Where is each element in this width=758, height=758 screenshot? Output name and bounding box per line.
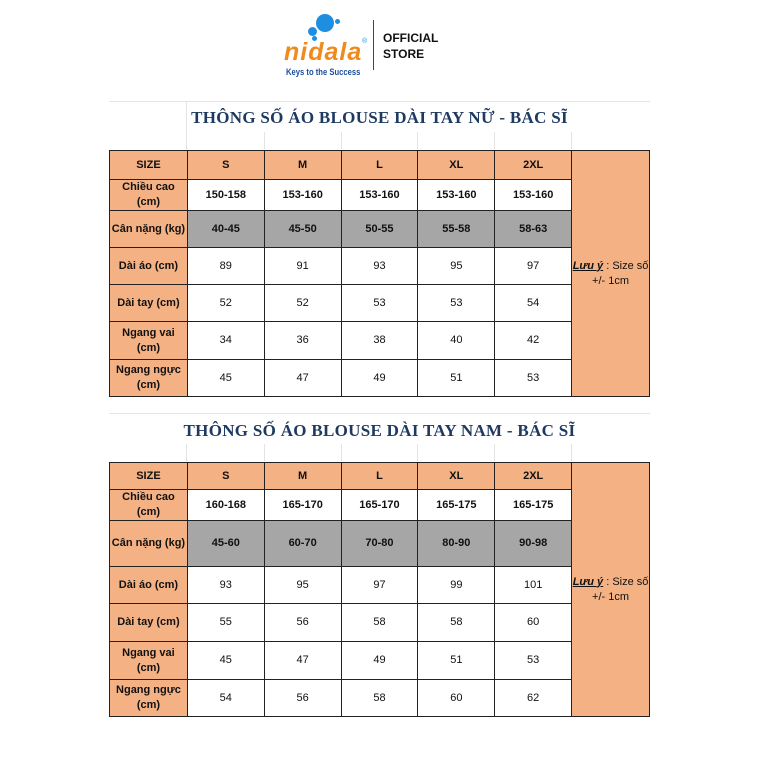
value-cell: 40 [418, 322, 495, 360]
row-label: Ngang vai (cm) [110, 642, 188, 680]
value-cell: 52 [264, 285, 341, 322]
value-cell: 97 [341, 567, 418, 604]
value-cell: 53 [418, 285, 495, 322]
value-cell: 47 [264, 642, 341, 680]
value-cell: 45-50 [264, 211, 341, 248]
size-sheet-male [109, 413, 650, 716]
row-label: Dài tay (cm) [110, 604, 188, 642]
note-text: : Size số +/- 1cm [592, 575, 649, 603]
value-cell: 165-170 [264, 490, 341, 521]
store-header [0, 12, 758, 77]
note-text: : Size số +/- 1cm [592, 259, 649, 287]
value-cell: 49 [341, 360, 418, 397]
value-cell: 45-60 [187, 521, 264, 567]
registered-mark: ® [362, 38, 368, 45]
value-cell: 56 [264, 604, 341, 642]
value-cell: 51 [418, 642, 495, 680]
value-cell: 60 [418, 680, 495, 717]
value-cell: 50-55 [341, 211, 418, 248]
row-label: Ngang ngực (cm) [110, 360, 188, 397]
header-cell: S [187, 151, 264, 180]
header-cell: 2XL [495, 463, 572, 490]
header-cell: S [187, 463, 264, 490]
official-store-label [383, 30, 438, 62]
value-cell: 97 [495, 248, 572, 285]
value-cell: 47 [264, 360, 341, 397]
header-cell: 2XL [495, 151, 572, 180]
value-cell: 53 [495, 360, 572, 397]
header-divider [373, 20, 374, 70]
value-cell: 153-160 [341, 180, 418, 211]
value-cell: 153-160 [495, 180, 572, 211]
row-label: Cân nặng (kg) [110, 521, 188, 567]
value-cell: 56 [264, 680, 341, 717]
value-cell: 153-160 [418, 180, 495, 211]
header-cell: L [341, 463, 418, 490]
value-cell: 51 [418, 360, 495, 397]
value-cell: 53 [495, 642, 572, 680]
value-cell: 55 [187, 604, 264, 642]
value-cell: 95 [418, 248, 495, 285]
row-label: Chiều cao (cm) [110, 490, 188, 521]
row-label: Dài áo (cm) [110, 248, 188, 285]
value-cell: 165-175 [495, 490, 572, 521]
value-cell: 58 [418, 604, 495, 642]
value-cell: 38 [341, 322, 418, 360]
value-cell: 93 [341, 248, 418, 285]
value-cell: 54 [187, 680, 264, 717]
note-cell [572, 463, 650, 717]
value-cell: 150-158 [187, 180, 264, 211]
value-cell: 93 [187, 567, 264, 604]
value-cell: 60-70 [264, 521, 341, 567]
value-cell: 60 [495, 604, 572, 642]
value-cell: 49 [341, 642, 418, 680]
row-label: Chiều cao (cm) [110, 180, 188, 211]
size-table [109, 462, 650, 717]
row-label: Dài tay (cm) [110, 285, 188, 322]
value-cell: 89 [187, 248, 264, 285]
value-cell: 95 [264, 567, 341, 604]
value-cell: 58 [341, 604, 418, 642]
value-cell: 45 [187, 360, 264, 397]
note-label: Lưu ý [572, 575, 604, 588]
header-cell: M [264, 463, 341, 490]
header-cell: M [264, 151, 341, 180]
value-cell: 165-175 [418, 490, 495, 521]
value-cell: 52 [187, 285, 264, 322]
value-cell: 101 [495, 567, 572, 604]
row-label: Ngang ngực (cm) [110, 680, 188, 717]
value-cell: 42 [495, 322, 572, 360]
official-label: OFFICIAL [383, 31, 439, 45]
value-cell: 34 [187, 322, 264, 360]
value-cell: 91 [264, 248, 341, 285]
header-cell: SIZE [110, 463, 188, 490]
value-cell: 70-80 [341, 521, 418, 567]
value-cell: 99 [418, 567, 495, 604]
table-title: THÔNG SỐ ÁO BLOUSE DÀI TAY NỮ - BÁC SĨ [191, 108, 568, 127]
value-cell: 54 [495, 285, 572, 322]
value-cell: 62 [495, 680, 572, 717]
value-cell: 58 [341, 680, 418, 717]
value-cell: 55-58 [418, 211, 495, 248]
table-title: THÔNG SỐ ÁO BLOUSE DÀI TAY NAM - BÁC SĨ [183, 421, 576, 440]
value-cell: 58-63 [495, 211, 572, 248]
size-table [109, 150, 650, 397]
value-cell: 90-98 [495, 521, 572, 567]
header-cell: XL [418, 463, 495, 490]
header-cell: XL [418, 151, 495, 180]
value-cell: 45 [187, 642, 264, 680]
row-label: Cân nặng (kg) [110, 211, 188, 248]
size-sheet-female [109, 101, 650, 399]
brand-tagline: Keys to the Success [286, 67, 361, 77]
value-cell: 53 [341, 285, 418, 322]
brand-logo: nidala [284, 38, 363, 66]
header-cell: SIZE [110, 151, 188, 180]
value-cell: 36 [264, 322, 341, 360]
store-label: STORE [383, 47, 425, 61]
header-cell: L [341, 151, 418, 180]
value-cell: 165-170 [341, 490, 418, 521]
row-label: Ngang vai (cm) [110, 322, 188, 360]
value-cell: 160-168 [187, 490, 264, 521]
value-cell: 80-90 [418, 521, 495, 567]
row-label: Dài áo (cm) [110, 567, 188, 604]
note-label: Lưu ý [572, 259, 604, 272]
value-cell: 40-45 [187, 211, 264, 248]
note-cell [572, 151, 650, 397]
value-cell: 153-160 [264, 180, 341, 211]
